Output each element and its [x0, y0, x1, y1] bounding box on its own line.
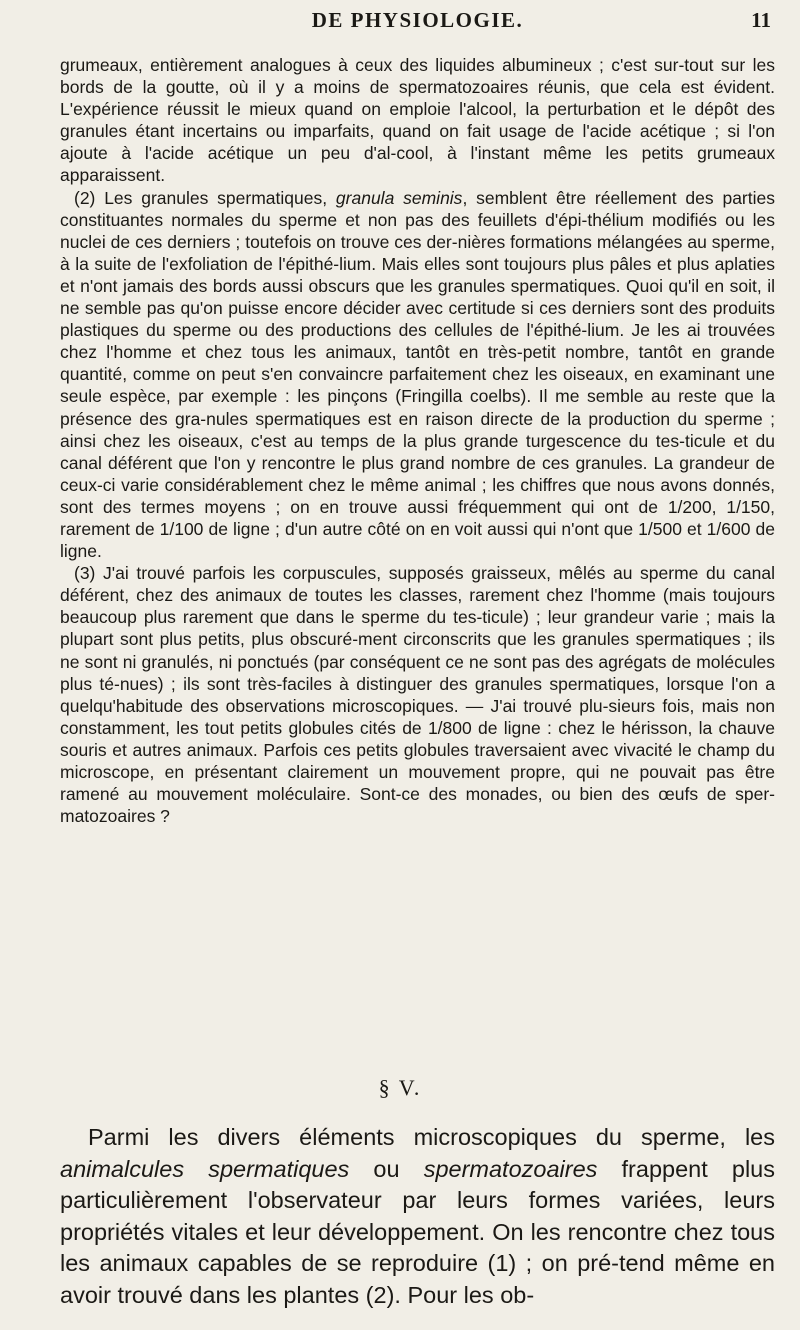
note-continuation-text: grumeaux, entièrement analogues à ceux des liquides albumineux ; c'est sur-tout sur les bords de la goutte, où il y a moins de spermatozoaires réunis, que cela est évident. L'expérience réussit le mieux quand on emploie l'alcool, la perturbation et le dépôt des granules étant incertains ou imparfaits, quand on fait usage de l'acide acétique ; si l'on ajoute à l'acide acétique un peu d'al-cool, à l'instant même les petits grumeaux apparaissent. — [60, 55, 775, 186]
body-text-or: ou — [349, 1155, 424, 1182]
note-2-text-start: (2) Les granules spermatiques, — [74, 187, 336, 208]
footnotes-block — [60, 54, 775, 827]
body-term-spermatozoaires: spermatozoaires — [423, 1155, 598, 1182]
body-term-animalcules: animalcules spermatiques — [60, 1155, 350, 1182]
note-3-text: (3) J'ai trouvé parfois les corpuscules, supposés graisseux, mêlés au sperme du canal déférent, chez des animaux de toutes les classes, rarement chez l'homme (mais toujours beaucoup plus rarement que dans le sperme du tes-ticule) ; leur grandeur varie ; mais la plupart sont plus petits, plus obscuré-ment circonscrits que les granules spermatiques ; ils ne sont ni granulés, ni ponctués (par conséquent ce ne sont pas des agrégats de molécules plus té-nues) ; ils sont très-faciles à distinguer des granules spermatiques, lorsque l'on a quelqu'habitude des observations microscopiques. — J'ai trouvé plu-sieurs fois, mais non constamment, les tout petits globules cités de 1/800 de ligne : chez le hérisson, la chauve souris et autres animaux. Parfois ces petits globules traversaient avec vivacité le champ du microscope, en présentant clairement un mouvement propre, qui ne pouvait pas être ramené au mouvement moléculaire. Sont-ce des monades, ou bien des œufs de sper-matozoaires ? — [60, 563, 775, 827]
note-2-latin-term: granula seminis — [335, 187, 463, 208]
note-continuation — [60, 54, 775, 187]
running-head — [60, 8, 775, 48]
note-2-text-rest: , semblent être réellement des parties constituantes normales du sperme et non pas des feuillets d'épi-thélium modifiés ou les nuclei de ces derniers ; toutefois on trouve ces der-nières formations mélangées au sperme, à la suite de l'exfoliation de l'épithé-lium. Mais elles sont toujours plus pâles et plus aplaties et n'ont jamais des bords aussi obscurs que les granules spermatiques. Quoi qu'il en soit, il ne semble pas qu'on puisse encore décider avec certitude si ces derniers sont des produits plastiques du sperme ou des productions des cellules de l'épithé-lium. Je les ai trouvées chez l'homme et chez tous les animaux, tantôt en très-petit nombre, tantôt en grande quantité, comme on peut s'en convaincre parfaitement chez les oiseaux, en examinant une seule espèce, par exemple : les pinçons (Fringilla coelbs). Il me semble au reste que la présence des gra-nules spermatiques est en raison directe de la production du sperme ; ainsi chez les oiseaux, c'est au temps de la plus grande turgescence du tes-ticule et du canal déférent que l'on y rencontre le plus grand nombre de ces granules. La grandeur de ceux-ci varie considérablement chez le même animal ; les chiffres que nous avons donnés, sont des termes moyens ; on en trouve aussi fréquemment qui ont de 1/200, 1/150, rarement de 1/100 de ligne ; d'un autre côté on en voit aussi qui n'ont que 1/500 et 1/600 de ligne. — [60, 187, 775, 562]
body-text-rest: frappent plus particulièrement l'observateur par leurs formes variées, leurs propriétés vitales et leur développement. On les rencontre chez tous les animaux capables de se reproduire (1) ; on pré-tend même en avoir trouvé dans les plantes (2). Pour les ob- — [60, 1155, 775, 1308]
running-title: DE PHYSIOLOGIE. — [311, 8, 524, 32]
section-heading: § V. — [378, 1075, 422, 1100]
body-paragraph — [60, 1122, 775, 1311]
note-3 — [60, 562, 775, 827]
body-text-start: Parmi les divers éléments microscopiques du sperme, les — [88, 1124, 775, 1150]
note-2 — [60, 187, 775, 563]
page-number: 11 — [751, 8, 771, 32]
